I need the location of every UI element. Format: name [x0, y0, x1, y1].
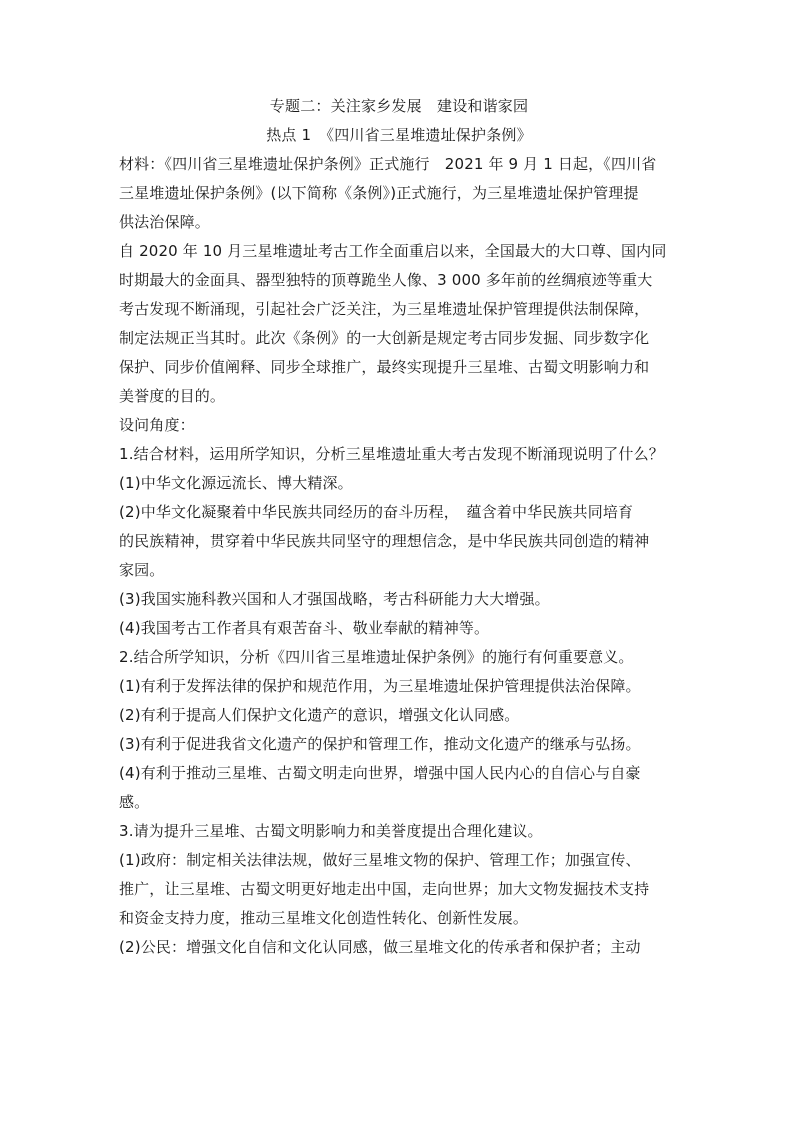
- answer-line: (4)我国考古工作者具有艰苦奋斗、敬业奉献的精神等。: [119, 619, 490, 637]
- answer-line: 和资金支持力度，推动三星堆文化创造性转化、创新性发展。: [119, 909, 529, 927]
- answer-line: (1)政府：制定相关法律法规，做好三星堆文物的保护、管理工作；加强宣传、: [119, 851, 641, 869]
- material-line: 自 2020 年 10 月三星堆遗址考古工作全面重启以来，全国最大的大口尊、国内同: [119, 242, 667, 260]
- answer-line: 的民族精神，贯穿着中华民族共同坚守的理想信念，是中华民族共同创造的精神: [119, 532, 650, 550]
- material-line: 保护、同步价值阐释、同步全球推广，最终实现提升三星堆、古蜀文明影响力和: [119, 358, 650, 376]
- question-text: 1.结合材料，运用所学知识，分析三星堆遗址重大考古发现不断涌现说明了什么？: [119, 445, 664, 463]
- material-line: 材料：《四川省三星堆遗址保护条例》正式施行 2021 年 9 月 1 日起，《四川省: [119, 155, 657, 173]
- hotspot-title: 热点 1 《四川省三星堆遗址保护条例》: [266, 126, 532, 144]
- document-page: [119, 92, 679, 962]
- material-line: 考古发现不断涌现，引起社会广泛关注，为三星堆遗址保护管理提供法制保障，: [119, 300, 650, 318]
- answer-line: 推广，让三星堆、古蜀文明更好地走出中国，走向世界；加大文物发掘技术支持: [119, 880, 650, 898]
- material-line: 供法治保障。: [119, 213, 210, 231]
- topic-title: 专题二：关注家乡发展 建设和谐家园: [269, 97, 529, 115]
- material-line: 三星堆遗址保护条例》(以下简称《条例》)正式施行，为三星堆遗址保护管理提: [119, 184, 639, 202]
- question-text: 2.结合所学知识，分析《四川省三星堆遗址保护条例》的施行有何重要意义。: [119, 648, 634, 666]
- answer-line: (3)有利于促进我省文化遗产的保护和管理工作，推动文化遗产的继承与弘扬。: [119, 735, 641, 753]
- material-line: 制定法规正当其时。此次《条例》的一大创新是规定考古同步发掘、同步数字化: [119, 329, 650, 347]
- answer-line: (2)有利于提高人们保护文化遗产的意识，增强文化认同感。: [119, 706, 520, 724]
- question-3: [119, 817, 679, 962]
- question-1: [119, 440, 679, 643]
- answer-line: (1)中华文化源远流长、博大精深。: [119, 474, 353, 492]
- answer-line: (3)我国实施科教兴国和人才强国战略，考古科研能力大大增强。: [119, 590, 550, 608]
- answer-line: (4)有利于推动三星堆、古蜀文明走向世界，增强中国人民内心的自信心与自豪: [119, 764, 641, 782]
- material-line: 时期最大的金面具、器型独特的顶尊跪坐人像、3 000 多年前的丝绸痕迹等重大: [119, 271, 653, 289]
- material-line: 美誉度的目的。: [119, 387, 226, 405]
- answer-line: (2)中华文化凝聚着中华民族共同经历的奋斗历程， 蕴含着中华民族共同培育: [119, 503, 634, 521]
- answer-line: (2)公民：增强文化自信和文化认同感，做三星堆文化的传承者和保护者；主动: [119, 938, 641, 956]
- questions-heading: 设问角度：: [119, 416, 195, 434]
- material-section: [119, 150, 679, 411]
- question-2: [119, 643, 679, 817]
- answer-line: (1)有利于发挥法律的保护和规范作用，为三星堆遗址保护管理提供法治保障。: [119, 677, 641, 695]
- answer-line: 感。: [119, 793, 150, 811]
- question-text: 3.请为提升三星堆、古蜀文明影响力和美誉度提出合理化建议。: [119, 822, 543, 840]
- answer-line: 家园。: [119, 561, 165, 579]
